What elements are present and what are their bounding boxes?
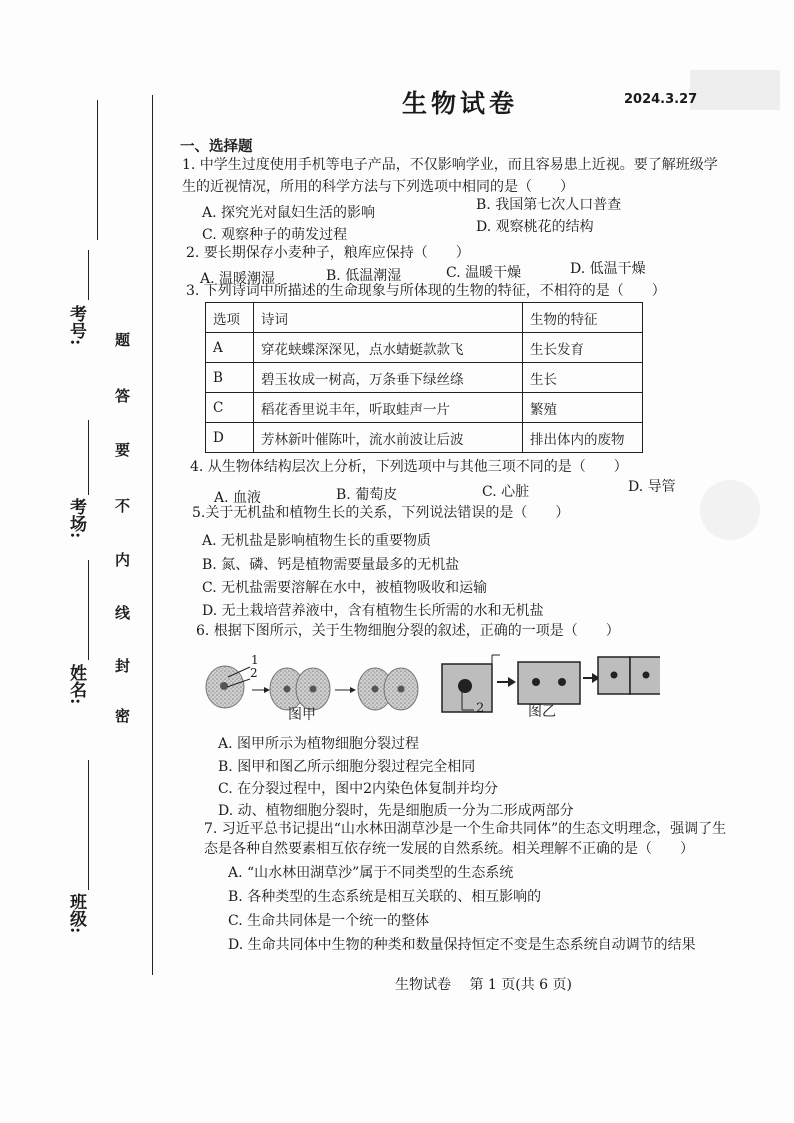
q7-option-d[interactable]: D. 生命共同体中生物的种类和数量保持恒定不变是生态系统自动调节的结果 [228,937,696,953]
q7-option-b[interactable]: B. 各种类型的生态系统是相互关联的、相互影响的 [228,889,542,905]
name-label: 姓名: [66,664,86,705]
q5-stem: 5.关于无机盐和植物生长的关系，下列说法错误的是（ ） [192,505,570,521]
q7-option-c[interactable]: C. 生命共同体是一个统一的整体 [228,913,430,929]
exam-room-label: 考场: [66,498,86,539]
q3-stem: 3. 下列诗词中所描述的生命现象与所体现的生物的特征，不相符的是（ ） [186,283,666,299]
figure-caption-a: 图甲 [288,707,316,723]
table-cell: 碧玉妆成一树高，万条垂下绿丝绦 [254,363,523,393]
table-cell: 穿花蛱蝶深深见，点水蜻蜓款款飞 [254,333,523,363]
figure-caption-b: 图乙 [528,704,556,720]
table-header-row [206,303,643,333]
q2-option-d[interactable]: D. 低温干燥 [570,261,646,277]
q4-option-c[interactable]: C. 心脏 [482,484,530,500]
seal-char: 要 [113,442,131,457]
q7-option-a[interactable]: A. “山水林田湖草沙”属于不同类型的生态系统 [228,865,514,881]
bleed-through-mark [700,480,760,540]
class-label: 班级: [66,893,86,934]
table-row [206,393,643,423]
table-cell: 芳林新叶催陈叶，流水前波让后波 [254,423,523,453]
q6-option-d[interactable]: D. 动、植物细胞分裂时，先是细胞质一分为二形成两部分 [218,803,574,819]
table-cell: C [206,393,254,423]
cell-division-figure [200,650,660,725]
table-cell: B [206,363,254,393]
q2-option-a[interactable]: A. 温暖潮湿 [200,271,276,287]
exam-number-blank[interactable] [88,250,89,300]
table-header: 诗词 [254,303,523,333]
section-title: 一、选择题 [180,138,253,155]
table-row [206,363,643,393]
table-cell: D [206,423,254,453]
exam-date: 2024.3.27 [624,92,698,107]
nucleus [220,682,228,690]
q2-stem: 2. 要长期保存小麦种子，粮库应保持（ ） [186,245,470,261]
binding-line-short [97,100,98,240]
q5-option-c[interactable]: C. 无机盐需要溶解在水中，被植物吸收和运输 [202,580,488,596]
plant-cell-2 [518,662,580,704]
bleed-through-mark [690,70,780,110]
q1-option-a[interactable]: A. 探究光对鼠妇生活的影响 [202,205,376,221]
seal-char: 题 [113,332,131,347]
q4-stem: 4. 从生物体结构层次上分析，下列选项中与其他三项不同的是（ ） [190,459,628,475]
table-row [206,333,643,363]
poem-table [205,302,643,453]
q1-option-c[interactable]: C. 观察种子的萌发过程 [202,227,348,243]
table-cell: 生长发育 [523,333,643,363]
q7-stem-line2: 态是各种自然要素相互依存统一发展的自然系统。相关理解不正确的是（ ） [204,841,694,857]
q5-option-b[interactable]: B. 氮、磷、钙是植物需要量最多的无机盐 [202,557,460,573]
exam-room-blank[interactable] [88,420,89,495]
q5-option-a[interactable]: A. 无机盐是影响植物生长的重要物质 [202,533,432,549]
seal-char: 答 [113,388,131,403]
seal-char: 内 [113,552,131,567]
seal-char: 密 [113,708,131,723]
q4-option-b[interactable]: B. 葡萄皮 [336,487,398,503]
q1-option-d[interactable]: D. 观察桃花的结构 [476,219,594,235]
binding-line [152,95,153,975]
table-cell: 生长 [523,363,643,393]
page-title: 生物试卷 [402,89,519,118]
q2-option-c[interactable]: C. 温暖干燥 [446,265,522,281]
table-cell: A [206,333,254,363]
q6-option-a[interactable]: A. 图甲所示为植物细胞分裂过程 [218,736,420,752]
q7-stem-line1: 7. 习近平总书记提出“山水林田湖草沙是一个生命共同体”的生态文明理念，强调了生 [204,821,727,837]
figure-label-2: 2 [250,666,258,680]
cell-division-diagram [200,650,660,725]
figure-label-2: 2 [476,701,485,716]
table-cell: 稻花香里说丰年，听取蛙声一片 [254,393,523,423]
table-header: 生物的特征 [523,303,643,333]
q5-option-d[interactable]: D. 无土栽培营养液中，含有植物生长所需的水和无机盐 [202,603,544,619]
nucleus [458,679,472,693]
q4-option-a[interactable]: A. 血液 [214,490,262,506]
name-blank[interactable] [88,560,89,660]
seal-char: 不 [113,498,131,513]
table-header: 选项 [206,303,254,333]
q6-stem: 6. 根据下图所示，关于生物细胞分裂的叙述，正确的一项是（ ） [196,623,620,639]
exam-number-label: 考号: [66,305,86,346]
page-footer: 生物试卷 第 1 页(共 6 页) [395,977,572,993]
q1-stem-line2: 生的近视情况，所用的科学方法与下列选项中相同的是（ ） [182,179,574,195]
table-row [206,423,643,453]
q6-option-b[interactable]: B. 图甲和图乙所示细胞分裂过程完全相同 [218,759,476,775]
figure-label-1: 1 [251,653,259,667]
q1-option-b[interactable]: B. 我国第七次人口普查 [476,197,622,213]
q1-stem-line1: 1. 中学生过度使用手机等电子产品，不仅影响学业，而且容易患上近视。要了解班级学 [182,157,718,173]
q6-option-c[interactable]: C. 在分裂过程中，图中2内染色体复制并均分 [218,781,499,797]
seal-char: 线 [113,605,131,620]
class-blank[interactable] [88,760,89,890]
seal-char: 封 [113,658,131,673]
q4-option-d[interactable]: D. 导管 [628,479,676,495]
table-cell: 繁殖 [523,393,643,423]
table-cell: 排出体内的废物 [523,423,643,453]
q2-option-b[interactable]: B. 低温潮湿 [326,268,402,284]
